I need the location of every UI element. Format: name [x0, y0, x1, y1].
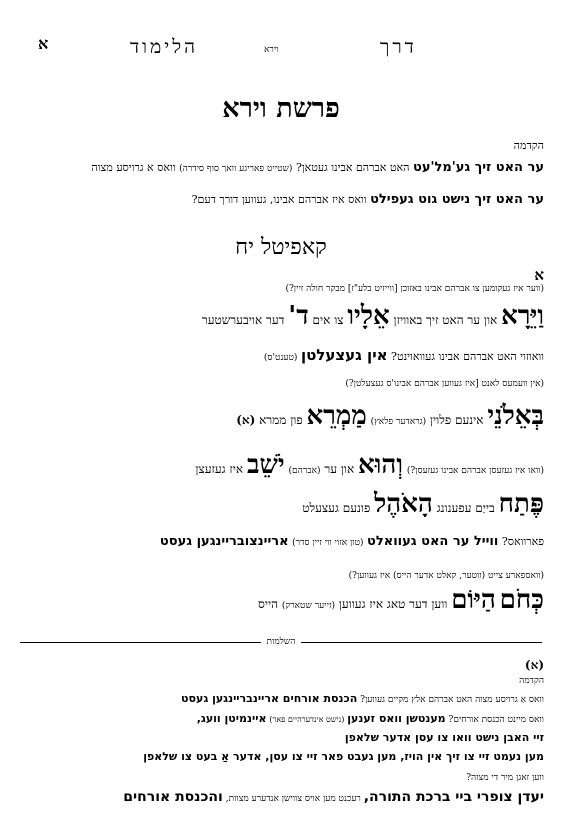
line-6-note: (אברהם) [288, 466, 321, 476]
footer-line-6-small: רעכנט מען אויס צווישן אנדערע מצוות, [225, 794, 361, 804]
header-center-word: וירא [264, 45, 279, 55]
footer-line-5: ווען זאגן מיר די מצוה? [466, 773, 544, 783]
intro-q1-small: וואס א גרויסע מצוה [91, 161, 176, 174]
word-beelonei: בְּאֵלֹנֵי [487, 401, 544, 431]
line-2-end: דער אויבערשטער [201, 313, 285, 327]
line-3-small: וואוזוי האט אברהם אבינו געוואוינט? [391, 350, 544, 363]
footer-line-1 [181, 692, 544, 705]
line-5-end: פון ממרא [259, 413, 303, 427]
intro-label: הקדמה [513, 139, 544, 152]
line-7 [302, 489, 544, 519]
line-7-mid: בייַם עפענונג [436, 501, 495, 515]
line-2 [202, 301, 544, 331]
line-5 [236, 401, 544, 431]
footer-line-1-small: וואס אַ גרויסע מצוה האט אברהם אלץ מקיים געווען? [360, 695, 544, 705]
line-10-end: הייס [258, 597, 279, 611]
footer-line-2-bold-1: מענטשן וואס זענען [347, 712, 446, 725]
line-6-small: (וואו איז געזעסן אברהם אבינו געזעסן?) [406, 466, 544, 476]
footer-line-2-bold-2: איינמיטן וועג, [196, 712, 267, 725]
page-letter: א [38, 34, 49, 53]
line-4-question: (אין וועמעס לאנט [איז געווען אברהם אבינו'ס געצעלטן?) [345, 379, 544, 389]
word-haohel: הָאֹהֶל [374, 489, 433, 519]
intro-answer-2: ער האט זיך נישט גוט געפילט [370, 192, 544, 207]
verse-letter: א [534, 266, 544, 284]
line-10-note: (זייער שטארק) [281, 601, 335, 611]
line-3 [264, 346, 544, 364]
intro-q1-mid: האט אברהם אבינו געטאן? [295, 161, 410, 174]
line-3-note: (טענט'ס) [263, 353, 298, 363]
header-right-word: דרך [380, 36, 417, 58]
line-7-end: פונעם געצעלט [302, 501, 371, 515]
line-10 [258, 585, 544, 615]
intro-question-1 [91, 160, 544, 175]
word-yoshev: יֹשֵׁב [246, 450, 285, 480]
line-3-bold: אין געצעלטן [300, 346, 388, 364]
line-6 [195, 450, 544, 480]
word-vehu: וְהוּא [358, 450, 403, 480]
line-8-bold-1: ווייל ער האט געוואלט [367, 534, 499, 549]
header-left-word: הלימוד [130, 36, 199, 58]
line-8-label: פארוואס? [501, 535, 544, 548]
footer-line-1-bold: הכנסת אורחים אריינבריינגען געסט [181, 692, 358, 705]
footer-line-2 [197, 712, 544, 725]
line-6-mid: און ער [324, 462, 355, 476]
word-vayera: וַיֵּרָא [501, 301, 544, 331]
intro-question-2 [192, 192, 544, 207]
line-2-mid: און ער האט זיך באוויזן [393, 313, 498, 327]
footer-line-6-bold-2: והכנסת אורחים [123, 789, 223, 805]
word-hashem: ד' [288, 301, 309, 331]
intro-q1-note: (שטייט פאריגע וואך סוף סידרה) [179, 164, 293, 174]
word-kechom: כְּחֹם [499, 585, 544, 615]
section-label-wrap [0, 636, 562, 647]
footer-line-2-small: וואס מיינט הכנסת אורחים? [448, 715, 544, 725]
footer-tag: (א) [524, 658, 544, 672]
word-hayom: הַיּוֹם [451, 585, 496, 615]
intro-q2-small: וואס איז אברהם אבינו, געווען דורך דעם? [191, 193, 367, 206]
line-10-mid: ווען דער טאג איז געווען [338, 597, 448, 611]
line-5-note: (גראדער פלאץ) [370, 417, 427, 427]
line-8-note: (טון אזוי ווי זיין סדר) [292, 538, 364, 548]
word-mamre: מַמְרֵא [306, 401, 367, 431]
line-8-bold-2: אריינצובריינגען געסט [159, 534, 289, 549]
page-title: פרשת וירא [222, 93, 340, 124]
line-1-question: (ווער איז געקומען צו אברהם אבינו באזוכן [ווייזיט בלע"ז] מבקר חולה זיין?) [285, 284, 544, 294]
line-2-mid2: צו אים [312, 313, 344, 327]
line-5-mid: אינעם פלוין [429, 413, 484, 427]
chapter-title: קאפיטל יח [235, 235, 327, 260]
section-label: השלמות [261, 637, 302, 647]
footer-line-2-note: (נישט אינדערהיים פאר) [269, 715, 345, 724]
line-6-end: איז געזעצן [195, 462, 244, 476]
word-petach: פֶּתַח [498, 489, 544, 519]
footer-line-6-bold-1: יעדן צופרי ביי ברכת התורה, [363, 789, 544, 805]
footer-label: הקדמה [519, 676, 544, 686]
line-9-question: (וואספארע צייט (ווטער, קאלט אדער הייס) איז געווען?) [348, 571, 544, 581]
footer-line-3: זיי האבן נישט וואו צו עסן אדער שלאפן [344, 731, 544, 744]
intro-answer-1: ער האט זיך גע'מל'עט [412, 160, 544, 175]
line-5-tag: (א) [236, 413, 256, 427]
footer-line-6 [123, 789, 544, 805]
word-elav: אֵלָיו [347, 301, 390, 331]
line-8 [160, 534, 544, 549]
footer-line-4: מען נעמט זיי צו זיך אין הויז, מען געבט פאר זיי צו עסן, אדער אַ בעט צו שלאפן [143, 750, 544, 763]
